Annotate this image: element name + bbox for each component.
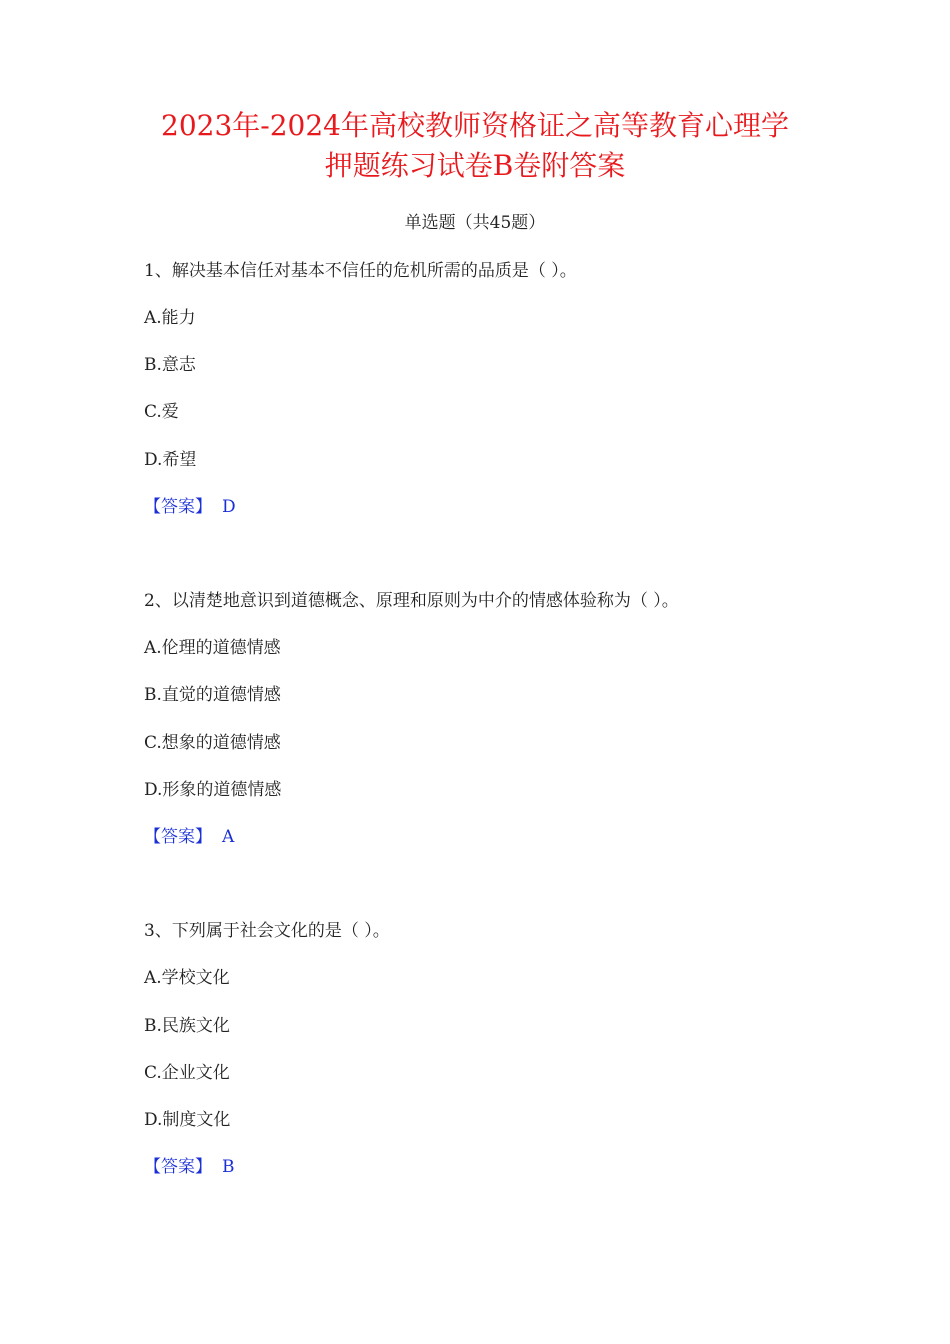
question-1-answer (144, 495, 236, 519)
question-3-option-c: C.企业文化 (144, 1063, 230, 1083)
question-3-option-a: A.学校文化 (144, 968, 230, 988)
answer-label: 【答案】 (144, 497, 212, 517)
section-heading: 单选题（共45题） (404, 213, 546, 233)
answer-value: A (222, 827, 235, 847)
title-line-2: 押题练习试卷B卷附答案 (324, 149, 626, 182)
answer-label: 【答案】 (144, 1157, 212, 1177)
title-line-1: 2023年-2024年高校教师资格证之高等教育心理学 (161, 109, 789, 142)
question-1-stem: 1、解决基本信任对基本不信任的危机所需的品质是（ ）。 (144, 261, 577, 281)
question-2-option-a: A.伦理的道德情感 (144, 638, 281, 658)
question-3-option-b: B.民族文化 (144, 1016, 230, 1036)
question-2-option-c: C.想象的道德情感 (144, 733, 281, 753)
question-3-stem: 3、下列属于社会文化的是（ ）。 (144, 921, 390, 941)
question-1-option-c: C.爱 (144, 402, 179, 422)
question-2-stem: 2、以清楚地意识到道德概念、原理和原则为中介的情感体验称为（ ）。 (144, 591, 679, 611)
document-title (0, 106, 950, 186)
answer-label: 【答案】 (144, 827, 212, 847)
question-1-option-d: D.希望 (144, 450, 197, 470)
question-1-option-b: B.意志 (144, 355, 196, 375)
answer-value: D (222, 497, 236, 517)
question-2-answer (144, 825, 234, 849)
question-3-option-d: D.制度文化 (144, 1110, 231, 1130)
question-1-option-a: A.能力 (144, 308, 196, 328)
question-2-option-d: D.形象的道德情感 (144, 780, 282, 800)
question-3-answer (144, 1155, 235, 1179)
answer-value: B (222, 1157, 235, 1177)
question-2-option-b: B.直觉的道德情感 (144, 685, 281, 705)
